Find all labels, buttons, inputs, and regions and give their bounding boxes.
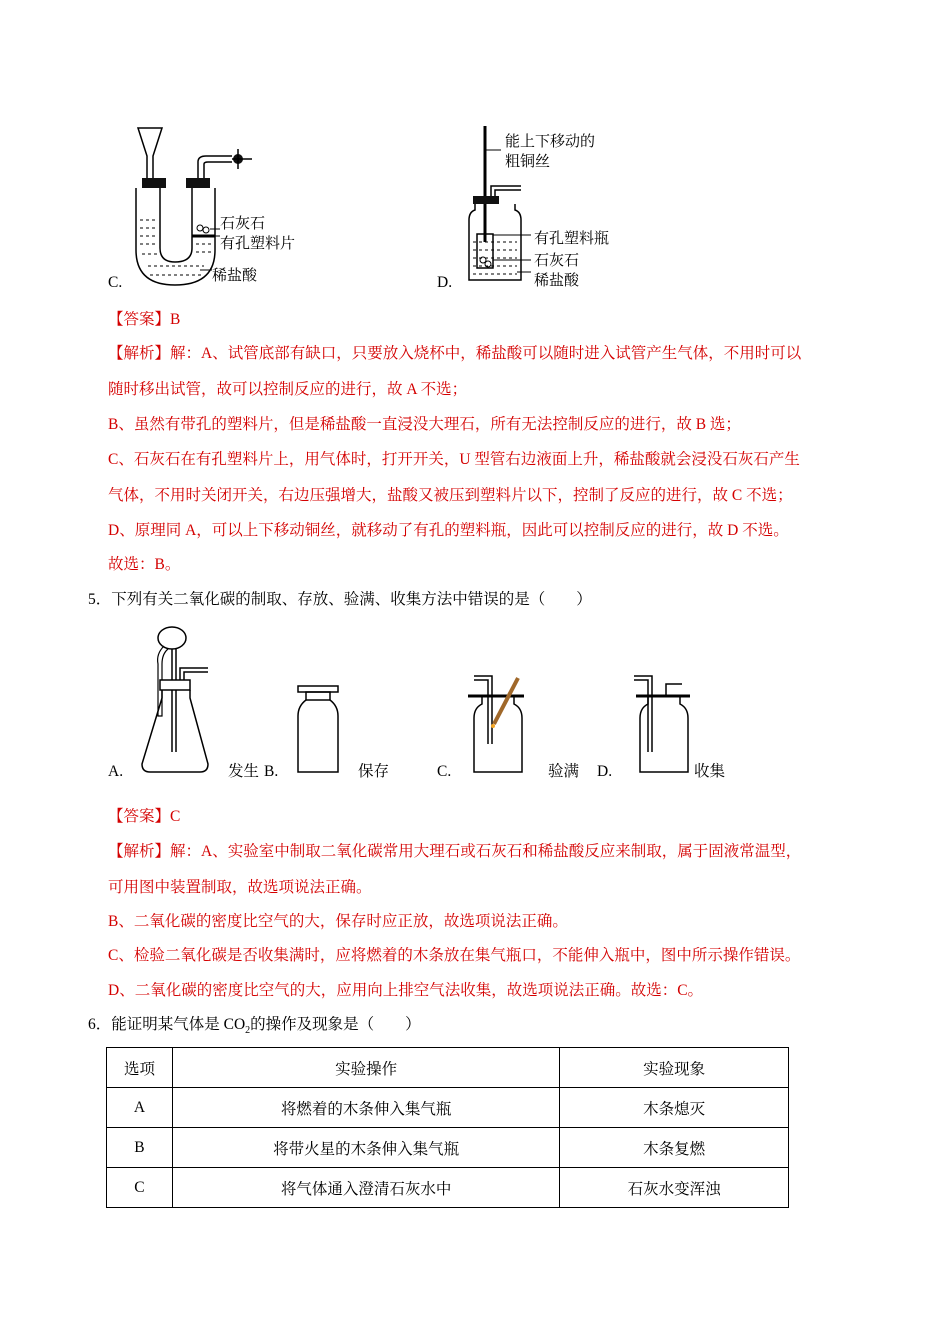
table-row (107, 1128, 789, 1168)
cell-phenomenon: 木条复燃 (560, 1128, 789, 1168)
q6-options-table (106, 1047, 789, 1208)
header-operation: 实验操作 (172, 1048, 559, 1088)
q5-analysis-line: 【解析】解：A、实验室中制取二氧化碳常用大理石或石灰石和稀盐酸反应来制取，属于固液常温型， (108, 843, 802, 860)
q5-analysis-line: D、二氧化碳的密度比空气的大，应用向上排空气法收集，故选项说法正确。故选：C。 (108, 982, 704, 999)
q5-option-d-caption: 收集 (694, 763, 726, 780)
header-option: 选项 (107, 1048, 173, 1088)
label-perforated-plate: 有孔塑料片 (220, 234, 296, 252)
q5-option-c-letter: C. (437, 763, 452, 780)
q4-analysis-line: 故选：B。 (108, 556, 181, 573)
label-perforated-bottle: 有孔塑料瓶 (534, 229, 610, 247)
cell-option: B (107, 1128, 173, 1168)
q4-analysis-line: D、原理同 A，可以上下移动铜丝，就移动了有孔的塑料瓶，因此可以控制反应的进行，故 D 不选。 (108, 522, 789, 539)
q5-option-a-caption: 发生 (228, 763, 260, 780)
label-movable-wire-2: 粗铜丝 (505, 152, 551, 170)
q4-answer: 【答案】B (108, 311, 181, 328)
label-limestone-c: 石灰石 (220, 214, 266, 232)
co2-storage-figure (294, 684, 344, 776)
q4-analysis-line: B、虽然有带孔的塑料片，但是稀盐酸一直浸没大理石，所有无法控制反应的进行，故 B 选； (108, 416, 741, 433)
table-header-row (107, 1048, 789, 1088)
cell-option: A (107, 1088, 173, 1128)
cell-phenomenon: 石灰水变浑浊 (560, 1168, 789, 1208)
q5-question: 5．下列有关二氧化碳的制取、存放、验满、收集方法中错误的是（ ） (88, 591, 592, 608)
co2-generator-figure (138, 624, 228, 776)
cell-phenomenon: 木条熄灭 (560, 1088, 789, 1128)
q5-option-c-caption: 验满 (548, 763, 580, 780)
table-row (107, 1088, 789, 1128)
q5-analysis-line: B、二氧化碳的密度比空气的大，保存时应正放，故选项说法正确。 (108, 913, 568, 930)
co2-collection-figure (634, 672, 694, 776)
label-dilute-hcl-c: 稀盐酸 (212, 266, 258, 284)
label-limestone-d: 石灰石 (534, 251, 580, 269)
q4-analysis-line: C、石灰石在有孔塑料片上，用气体时，打开开关，U 型管右边液面上升，稀盐酸就会浸没石灰石产生 (108, 451, 800, 468)
q4-analysis-line: 随时移出试管，故可以控制反应的进行，故 A 不选； (108, 381, 468, 398)
cell-operation: 将带火星的木条伸入集气瓶 (172, 1128, 559, 1168)
q4-analysis-line: 【解析】解：A、试管底部有缺口，只要放入烧杯中，稀盐酸可以随时进入试管产生气体，不用时可以 (108, 345, 802, 362)
q6-question: 6．能证明某气体是 $CO_2$的操作及现象是（ ） (88, 1016, 421, 1037)
option-d-letter: D. (437, 274, 453, 291)
q4-analysis-line: 气体，不用时关闭开关，右边压强增大，盐酸又被压到塑料片以下，控制了反应的进行，故 C 不选； (108, 487, 793, 504)
q5-option-b-letter: B. (264, 763, 279, 780)
q5-option-b-caption: 保存 (358, 763, 390, 780)
table-row (107, 1168, 789, 1208)
option-c-letter: C. (108, 274, 123, 291)
label-movable-wire-1: 能上下移动的 (505, 132, 596, 150)
q5-option-a-letter: A. (108, 763, 124, 780)
cell-option: C (107, 1168, 173, 1208)
q5-answer: 【答案】C (108, 808, 181, 825)
header-phenomenon: 实验现象 (560, 1048, 789, 1088)
q5-analysis-line: C、检验二氧化碳是否收集满时，应将燃着的木条放在集气瓶口，不能伸入瓶中，图中所示操作错误。 (108, 947, 801, 964)
cell-operation: 将气体通入澄清石灰水中 (172, 1168, 559, 1208)
cell-operation: 将燃着的木条伸入集气瓶 (172, 1088, 559, 1128)
co2-full-check-figure (466, 672, 530, 776)
q5-analysis-line: 可用图中装置制取，故选项说法正确。 (108, 879, 372, 896)
label-dilute-hcl-d: 稀盐酸 (534, 271, 580, 289)
q5-option-d-letter: D. (597, 763, 613, 780)
